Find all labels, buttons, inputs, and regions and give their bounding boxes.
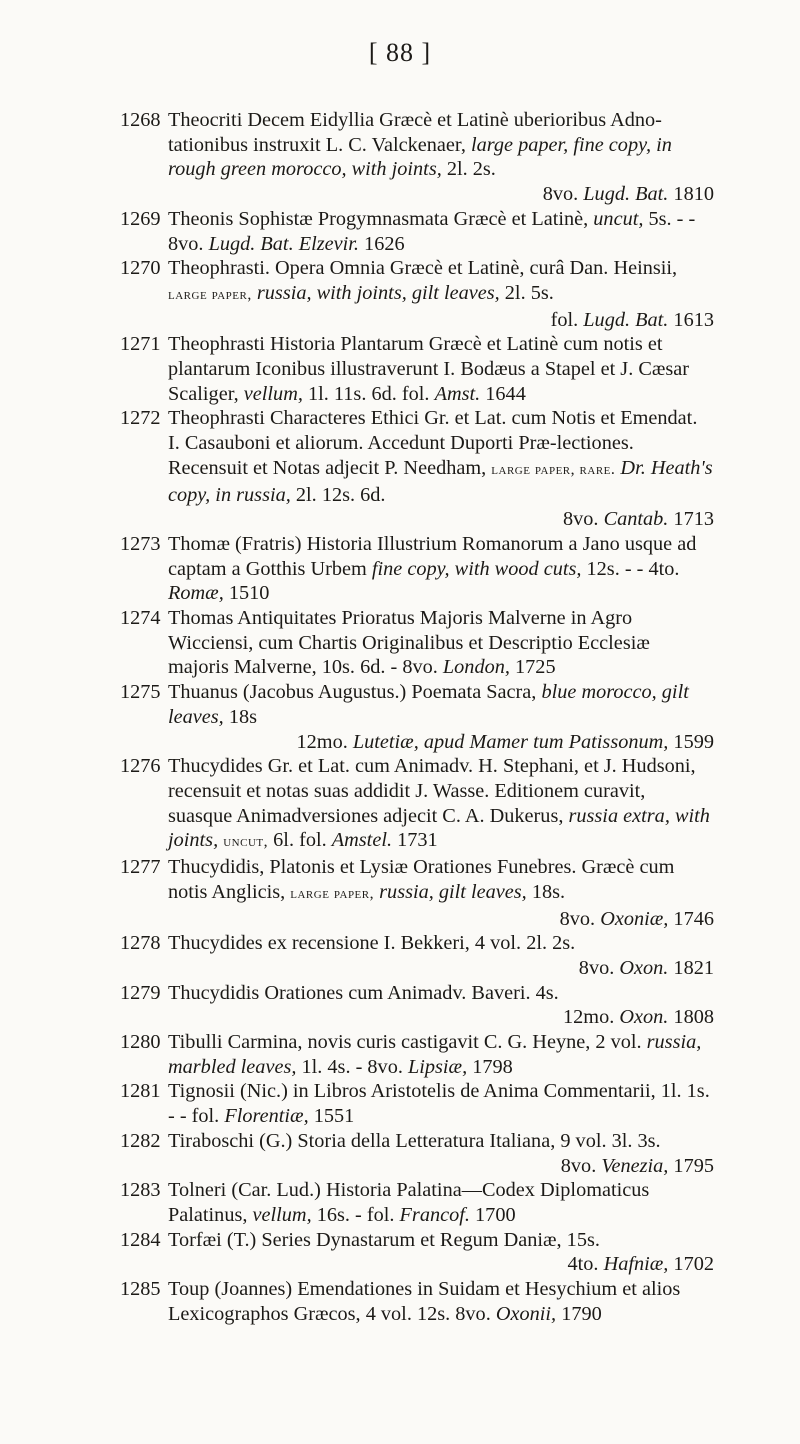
entry-text: 1702	[668, 1253, 714, 1276]
entry-text: Thomas Antiquitates Prioratus Majoris Malverne in Agro Wicciensi, cum Chartis Originalibus et Descriptio Ecclesiæ majoris Malverne, 10s. 6d. - 8vo.	[168, 607, 650, 679]
catalogue-entries	[120, 108, 714, 1326]
entry-text: Theocriti Decem Eidyllia Græcè et Latinè uberioribus Adno-tationibus instruxit L. C. Valckenaer,	[168, 109, 662, 156]
entry-text: 8vo.	[578, 956, 620, 979]
italic-text: blue morocco, gilt leaves,	[168, 681, 689, 728]
italic-text: Venezia,	[601, 1154, 669, 1177]
entry-text: 1l. 4s. - 8vo.	[296, 1055, 408, 1078]
entry-number: 1272	[120, 407, 161, 430]
entry-description	[168, 406, 714, 507]
small-caps-text: large paper,	[168, 285, 252, 303]
entry-text: Theophrasti Characteres Ethici Gr. et Lat. cum Notis et Emendat. I. Casauboni et aliorum. Accedunt Duporti Præ-lectiones. Recensuit et Notas adjecit P. Needham,	[168, 407, 698, 479]
entry-number: 1280	[120, 1031, 161, 1054]
entry-text: 1731	[392, 829, 438, 852]
small-caps-text: uncut,	[223, 833, 269, 851]
italic-text: Amst.	[434, 382, 481, 405]
italic-text: Romæ,	[168, 582, 224, 605]
italic-text: Oxonii,	[495, 1302, 557, 1325]
entry-text: 1626	[358, 232, 405, 255]
entry-text: Tibulli Carmina, novis curis castigavit C. G. Heyne, 2 vol.	[168, 1031, 647, 1054]
entry-text: 18s.	[526, 880, 566, 903]
entry-number: 1283	[120, 1179, 161, 1202]
italic-text: Amstel.	[331, 829, 393, 852]
entry-number: 1276	[120, 755, 161, 778]
catalogue-entry	[120, 1129, 714, 1178]
entry-text: 1810	[668, 183, 714, 206]
catalogue-entry	[120, 931, 714, 980]
italic-text: russia, marbled leaves,	[168, 1031, 702, 1078]
entry-description	[168, 332, 714, 406]
entry-text: 1795	[668, 1154, 714, 1177]
page-number: [ 88 ]	[368, 38, 432, 67]
entry-text: 18s	[223, 705, 257, 728]
entry-text: 1644	[480, 382, 526, 405]
entry-text: Tolneri (Car. Lud.) Historia Palatina—Codex Diplomaticus Palatinus,	[168, 1179, 650, 1226]
entry-description	[168, 754, 714, 855]
italic-text: Lugd. Bat. Elzevir.	[208, 232, 359, 255]
entry-number: 1281	[120, 1080, 161, 1103]
entry-description	[168, 1030, 714, 1079]
entry-text: 1725	[509, 656, 556, 679]
entry-text: 1746	[668, 907, 714, 930]
entry-text: Thucydidis Orationes cum Animadv. Baveri. 4s.	[168, 981, 559, 1004]
entry-text: 2l. 5s.	[499, 281, 554, 304]
entry-number: 1274	[120, 607, 161, 630]
entry-text: 1599	[668, 730, 714, 753]
entry-description	[168, 1178, 714, 1227]
entry-text: Toup (Joannes) Emendationes in Suidam et Hesychium et alios Lexicographos Græcos, 4 vol. 12s. 8vo.	[168, 1278, 681, 1325]
entry-text: Tiraboschi (G.) Storia della Letteratura Italiana, 9 vol. 3l. 3s.	[168, 1129, 661, 1152]
entry-text: 1790	[556, 1302, 602, 1325]
entry-text: 6l. fol.	[268, 829, 332, 852]
italic-text: vellum,	[243, 382, 303, 405]
italic-text: fine copy, with wood cuts,	[371, 557, 582, 580]
italic-text: London,	[442, 656, 510, 679]
entry-text: 8vo.	[560, 1154, 602, 1177]
catalogue-entry	[120, 855, 714, 931]
entry-text: Thomæ (Fratris) Historia Illustrium Romanorum a Jano usque ad captam a Gotthis Urbem	[168, 532, 697, 580]
catalogue-entry	[120, 1079, 714, 1128]
entry-number: 1268	[120, 109, 161, 131]
entry-text: 12s. - - 4to.	[581, 557, 680, 580]
italic-text: Florentiæ,	[224, 1105, 309, 1128]
entry-text: 1808	[668, 1006, 714, 1029]
entry-imprint	[168, 907, 714, 932]
entry-description	[168, 1079, 714, 1128]
entry-text: 1551	[308, 1105, 355, 1128]
italic-text: vellum,	[252, 1203, 312, 1226]
entry-number: 1273	[120, 532, 161, 555]
italic-text: Oxoniæ,	[600, 907, 669, 930]
catalogue-entry	[120, 256, 714, 332]
entry-imprint	[168, 507, 714, 532]
entry-text: 4to.	[567, 1253, 604, 1276]
entry-number: 1285	[120, 1278, 161, 1301]
entry-number: 1275	[120, 681, 161, 704]
entry-number: 1279	[120, 981, 161, 1004]
small-caps-text: large paper,	[290, 884, 375, 902]
entry-text: 1821	[668, 956, 714, 979]
entry-imprint	[168, 956, 714, 981]
entry-number: 1271	[120, 333, 161, 356]
entry-text: Torfæi (T.) Series Dynastarum et Regum Daniæ, 15s.	[168, 1228, 600, 1251]
italic-text: Oxon.	[619, 1006, 669, 1029]
italic-text: Lugd. Bat.	[583, 183, 669, 206]
italic-text: uncut,	[593, 207, 644, 230]
entry-text: Theophrasti. Opera Omnia Græcè et Latinè, curâ Dan. Heinsii,	[168, 257, 678, 280]
italic-text: Francof.	[399, 1203, 470, 1226]
entry-description	[168, 1277, 714, 1326]
entry-text: 1798	[467, 1055, 513, 1078]
entry-description	[168, 108, 714, 182]
entry-text: 8vo.	[559, 907, 601, 930]
italic-text: large paper, fine copy, in rough green morocco, with joints,	[168, 133, 672, 181]
entry-description	[168, 606, 714, 680]
entry-text: fol.	[550, 308, 584, 331]
catalogue-entry	[120, 1277, 714, 1326]
italic-text: russia extra, with joints,	[168, 804, 710, 852]
entry-text: Thuanus (Jacobus Augustus.) Poemata Sacra,	[168, 681, 542, 704]
italic-text: russia, with joints, gilt leaves,	[256, 281, 500, 304]
entry-description	[168, 256, 714, 307]
entry-description	[168, 1228, 714, 1253]
entry-imprint	[168, 1005, 714, 1030]
entry-text: 1510	[223, 582, 270, 605]
italic-text: Cantab.	[603, 508, 669, 531]
entry-imprint	[168, 308, 714, 333]
italic-text: russia, gilt leaves,	[379, 880, 527, 903]
catalogue-entry	[120, 1178, 714, 1227]
entry-text: 5s. - - 8vo.	[168, 207, 696, 255]
entry-text: 12mo.	[296, 730, 353, 753]
entry-text: 1713	[668, 508, 714, 531]
entry-text: 1l. 11s. 6d. fol.	[302, 382, 435, 405]
entry-imprint	[168, 182, 714, 207]
entry-text: Tignosii (Nic.) in Libros Aristotelis de Anima Commentarii, 1l. 1s. - - fol.	[168, 1080, 710, 1128]
catalogue-entry	[120, 332, 714, 406]
entry-description	[168, 532, 714, 606]
entry-number: 1277	[120, 856, 161, 879]
entry-number: 1270	[120, 257, 161, 280]
catalogue-entry	[120, 981, 714, 1030]
entry-text: 16s. - fol.	[311, 1203, 400, 1226]
italic-text: Lutetiæ, apud Mamer tum Patissonum,	[352, 730, 669, 753]
small-caps-text: large paper, rare.	[491, 460, 616, 478]
entry-imprint	[168, 1252, 714, 1277]
entry-text: Thucydides Gr. et Lat. cum Animadv. H. Stephani, et J. Hudsoni, recensuit et notas suas addidit J. Wasse. Editionem curavit, suasque Animadversiones adjecit C. A. Dukerus,	[168, 755, 696, 827]
entry-text: 8vo.	[542, 183, 584, 206]
catalogue-entry	[120, 108, 714, 207]
entry-number: 1278	[120, 932, 161, 955]
entry-description	[168, 207, 714, 256]
catalogue-entry	[120, 406, 714, 532]
entry-text: 12mo.	[563, 1006, 620, 1029]
entry-text: Thucydides ex recensione I. Bekkeri, 4 vol. 2l. 2s.	[168, 932, 576, 955]
entry-description	[168, 981, 714, 1006]
entry-description	[168, 855, 714, 906]
catalogue-entry	[120, 680, 714, 754]
entry-text: Theonis Sophistæ Progymnasmata Græcè et Latinè,	[168, 207, 594, 230]
catalogue-entry	[120, 1030, 714, 1079]
entry-text: Thucydidis, Platonis et Lysiæ Orationes Funebres. Græcè cum notis Anglicis,	[168, 856, 675, 903]
entry-text: 1613	[668, 308, 714, 331]
entry-number: 1284	[120, 1228, 161, 1251]
entry-description	[168, 1129, 714, 1154]
italic-text: Hafniæ,	[603, 1253, 669, 1276]
italic-text: Dr. Heath's copy, in russia,	[168, 456, 713, 506]
entry-text: 8vo.	[563, 508, 604, 531]
italic-text: Oxon.	[619, 956, 669, 979]
entry-description	[168, 931, 714, 956]
italic-text: Lipsiæ,	[407, 1055, 468, 1078]
italic-text: Lugd. Bat.	[583, 308, 669, 331]
entry-text: Theophrasti Historia Plantarum Græcè et Latinè cum notis et plantarum Iconibus illustraverunt I. Bodæus a Stapel et J. Cæsar Scaliger,	[168, 333, 690, 405]
entry-imprint	[168, 730, 714, 755]
catalogue-entry	[120, 754, 714, 855]
entry-text: 2l. 12s. 6d.	[290, 483, 386, 506]
entry-description	[168, 680, 714, 729]
entry-text: 1700	[469, 1203, 516, 1226]
entry-number: 1282	[120, 1129, 161, 1152]
catalogue-entry	[120, 1228, 714, 1277]
entry-number: 1269	[120, 207, 161, 230]
catalogue-entry	[120, 207, 714, 256]
entry-text: 2l. 2s.	[441, 158, 496, 181]
catalogue-entry	[120, 532, 714, 606]
catalogue-entry	[120, 606, 714, 680]
entry-imprint	[168, 1154, 714, 1179]
